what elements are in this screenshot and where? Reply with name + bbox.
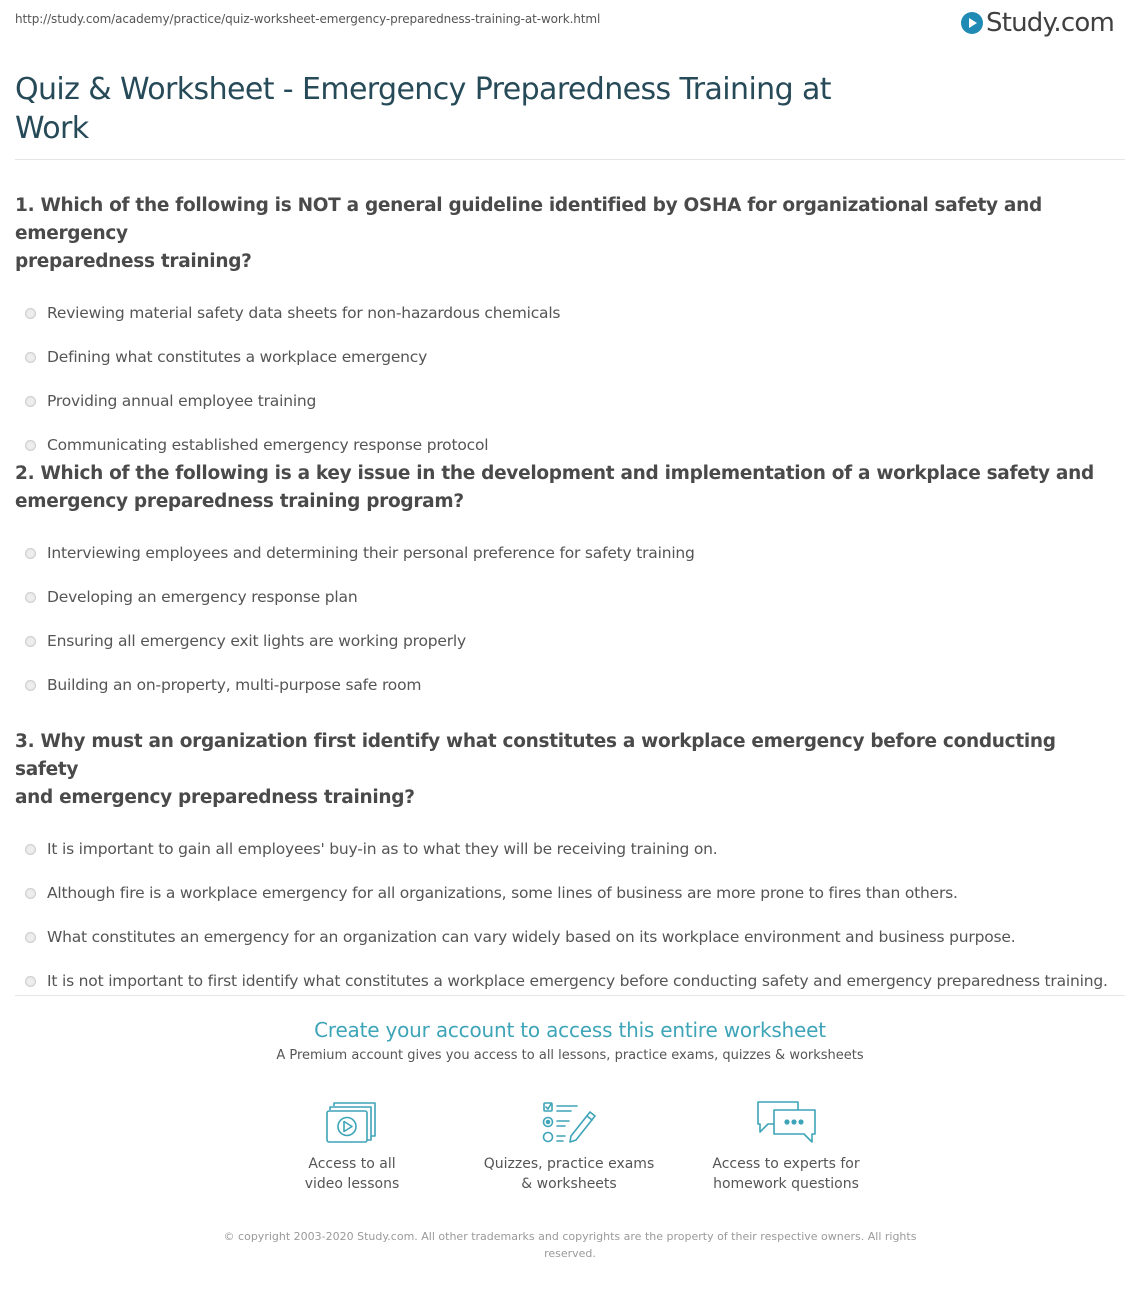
answer-text: Developing an emergency response plan (47, 588, 358, 606)
answer-list (15, 291, 1125, 467)
answer-option[interactable] (15, 335, 1125, 379)
title-divider (15, 159, 1125, 160)
radio-button[interactable] (25, 308, 36, 319)
answer-text: Defining what constitutes a workplace emergency (47, 348, 428, 366)
cta-subtitle: A Premium account gives you access to all lessons, practice exams, quizzes & worksheets (276, 1048, 864, 1063)
copyright-line2: reserved. (544, 1247, 596, 1260)
quiz-checklist-icon (541, 1100, 597, 1144)
cta-divider (15, 995, 1125, 996)
copyright-line1: © copyright 2003-2020 Study.com. All other trademarks and copyrights are the property of their respective owners. All rights (223, 1230, 917, 1243)
question-text (15, 192, 1125, 276)
logo-text: Study.com (986, 8, 1114, 38)
feature-text-line2: & worksheets (521, 1176, 617, 1192)
feature-text-line1: Access to all (308, 1156, 396, 1172)
feature-text (686, 1154, 886, 1194)
create-account-link[interactable]: Create your account to access this entire worksheet (314, 1018, 826, 1042)
page-title (15, 70, 915, 148)
feature-text-line1: Quizzes, practice exams (483, 1156, 655, 1172)
radio-button[interactable] (25, 888, 36, 899)
feature-text-line2: video lessons (304, 1176, 400, 1192)
answer-list (15, 531, 1125, 707)
answer-option[interactable] (15, 871, 1125, 915)
chat-bubbles-icon (754, 1100, 818, 1144)
question-text-line2: emergency preparedness training program? (15, 491, 464, 512)
feature-text (252, 1154, 452, 1194)
question-1 (15, 192, 1125, 467)
question-3 (15, 728, 1125, 1003)
answer-option[interactable] (15, 575, 1125, 619)
answer-option[interactable] (15, 619, 1125, 663)
answer-list (15, 827, 1125, 1003)
feature-text-line1: Access to experts for (712, 1156, 860, 1172)
feature-video-lessons (252, 1100, 452, 1194)
video-lessons-icon (325, 1100, 379, 1144)
radio-button[interactable] (25, 636, 36, 647)
study-logo[interactable] (961, 8, 1114, 38)
question-text-line1: 1. Which of the following is NOT a general guideline identified by OSHA for organizational safety and emergency (15, 195, 1042, 244)
radio-button[interactable] (25, 352, 36, 363)
answer-text: Reviewing material safety data sheets for non-hazardous chemicals (47, 304, 561, 322)
radio-button[interactable] (25, 976, 36, 987)
answer-option[interactable] (15, 827, 1125, 871)
feature-text (469, 1154, 669, 1194)
question-2 (15, 460, 1125, 707)
answer-option[interactable] (15, 379, 1125, 423)
page-title-line2: Work (15, 111, 89, 146)
question-text-line1: 2. Which of the following is a key issue in the development and implementation of a workplace safety and (15, 463, 1094, 484)
answer-option[interactable] (15, 531, 1125, 575)
play-logo-icon (961, 12, 983, 34)
question-text-line1: 3. Why must an organization first identify what constitutes a workplace emergency before conducting safety (15, 731, 1056, 780)
answer-text: Although fire is a workplace emergency for all organizations, some lines of business are more prone to fires than others. (47, 884, 958, 902)
page-title-line1: Quiz & Worksheet - Emergency Preparedness Training at (15, 72, 831, 107)
radio-button[interactable] (25, 592, 36, 603)
radio-button[interactable] (25, 680, 36, 691)
page-url: http://study.com/academy/practice/quiz-worksheet-emergency-preparedness-training-at-work.html (15, 12, 601, 26)
feature-text-line2: homework questions (713, 1176, 859, 1192)
radio-button[interactable] (25, 932, 36, 943)
feature-experts (686, 1100, 886, 1194)
radio-button[interactable] (25, 440, 36, 451)
answer-option[interactable] (15, 291, 1125, 335)
question-text-line2: and emergency preparedness training? (15, 787, 415, 808)
radio-button[interactable] (25, 844, 36, 855)
answer-text: Ensuring all emergency exit lights are working properly (47, 632, 466, 650)
answer-option[interactable] (15, 915, 1125, 959)
answer-option[interactable] (15, 959, 1125, 1003)
copyright-notice (0, 1228, 1140, 1262)
question-text (15, 728, 1125, 812)
answer-text: Building an on-property, multi-purpose safe room (47, 676, 422, 694)
question-text-line2: preparedness training? (15, 251, 252, 272)
answer-text: It is not important to first identify what constitutes a workplace emergency before conducting safety and emergency preparedness training. (47, 972, 1108, 990)
answer-text: Communicating established emergency response protocol (47, 436, 489, 454)
feature-quizzes (469, 1100, 669, 1194)
answer-text: Interviewing employees and determining their personal preference for safety training (47, 544, 695, 562)
answer-option[interactable] (15, 663, 1125, 707)
answer-text: What constitutes an emergency for an organization can vary widely based on its workplace environment and business purpose. (47, 928, 1016, 946)
radio-button[interactable] (25, 548, 36, 559)
answer-text: Providing annual employee training (47, 392, 317, 410)
answer-text: It is important to gain all employees' buy-in as to what they will be receiving training on. (47, 840, 718, 858)
radio-button[interactable] (25, 396, 36, 407)
question-text (15, 460, 1125, 516)
